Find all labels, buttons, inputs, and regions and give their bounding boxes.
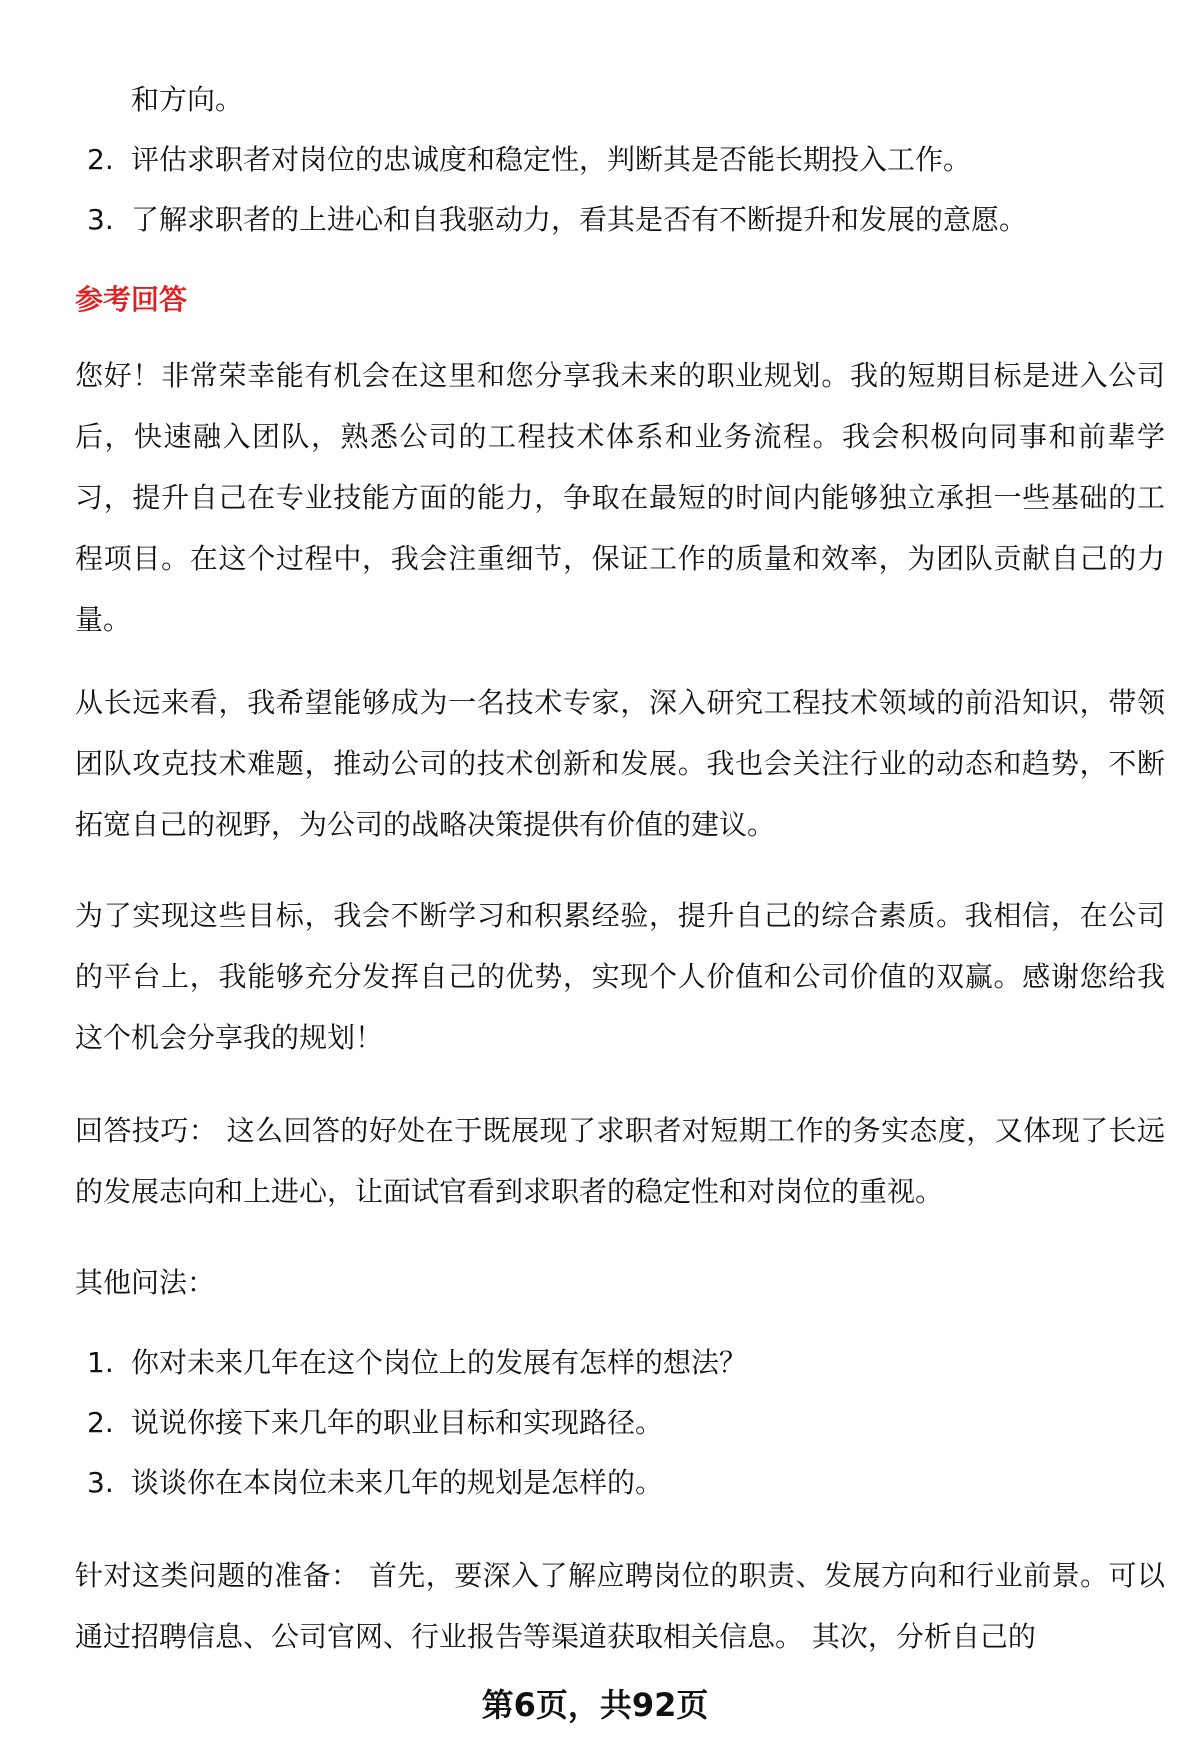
answer-tips-paragraph: 回答技巧： 这么回答的好处在于既展现了求职者对短期工作的务实态度，又体现了长远的发展志向和上进心，让面试官看到求职者的稳定性和对岗位的重视。 bbox=[75, 1114, 1165, 1208]
reference-answer-heading: 参考回答 bbox=[75, 283, 188, 316]
list-item-number: 2. bbox=[87, 143, 114, 176]
list-item-text: 你对未来几年在这个岗位上的发展有怎样的想法？ bbox=[131, 1346, 748, 1379]
list-item bbox=[75, 1333, 1165, 1393]
list-item bbox=[75, 130, 1165, 190]
list-item-text: 谈谈你在本岗位未来几年的规划是怎样的。 bbox=[131, 1466, 664, 1499]
page-number-footer: 第6页，共92页 bbox=[481, 1686, 709, 1724]
other-questions-label: 其他问法： bbox=[75, 1266, 216, 1299]
list-item-number: 3. bbox=[87, 203, 114, 236]
list-item-text: 评估求职者对岗位的忠诚度和稳定性，判断其是否能长期投入工作。 bbox=[131, 143, 972, 176]
list-item-text: 说说你接下来几年的职业目标和实现路径。 bbox=[131, 1406, 664, 1439]
list-item-number: 2. bbox=[87, 1406, 114, 1439]
list-item bbox=[75, 1393, 1165, 1453]
other-questions-list bbox=[75, 1333, 1165, 1513]
preparation-paragraph: 针对这类问题的准备： 首先，要深入了解应聘岗位的职责、发展方向和行业前景。可以通过招聘信息、公司官网、行业报告等渠道获取相关信息。 其次，分析自己的 bbox=[75, 1559, 1165, 1653]
purpose-list bbox=[75, 130, 1165, 250]
list-item-number: 3. bbox=[87, 1466, 114, 1499]
answer-paragraph: 为了实现这些目标，我会不断学习和积累经验，提升自己的综合素质。我相信，在公司的平台上，我能够充分发挥自己的优势，实现个人价值和公司价值的双赢。感谢您给我这个机会分享我的规划！ bbox=[75, 899, 1165, 1054]
answer-paragraph: 您好！非常荣幸能有机会在这里和您分享我未来的职业规划。我的短期目标是进入公司后，快速融入团队，熟悉公司的工程技术体系和业务流程。我会积极向同事和前辈学习，提升自己在专业技能方面的能力，争取在最短的时间内能够独立承担一些基础的工程项目。在这个过程中，我会注重细节，保证工作的质量和效率，为团队贡献自己的力量。 bbox=[75, 359, 1165, 636]
answer-paragraph: 从长远来看，我希望能够成为一名技术专家，深入研究工程技术领域的前沿知识，带领团队攻克技术难题，推动公司的技术创新和发展。我也会关注行业的动态和趋势，不断拓宽自己的视野，为公司的战略决策提供有价值的建议。 bbox=[75, 686, 1165, 841]
list-item bbox=[75, 1453, 1165, 1513]
list-item-number: 1. bbox=[87, 1346, 114, 1379]
list-item bbox=[75, 190, 1165, 250]
list-continuation-text: 和方向。 bbox=[131, 83, 244, 116]
list-item-text: 了解求职者的上进心和自我驱动力，看其是否有不断提升和发展的意愿。 bbox=[131, 203, 1028, 236]
